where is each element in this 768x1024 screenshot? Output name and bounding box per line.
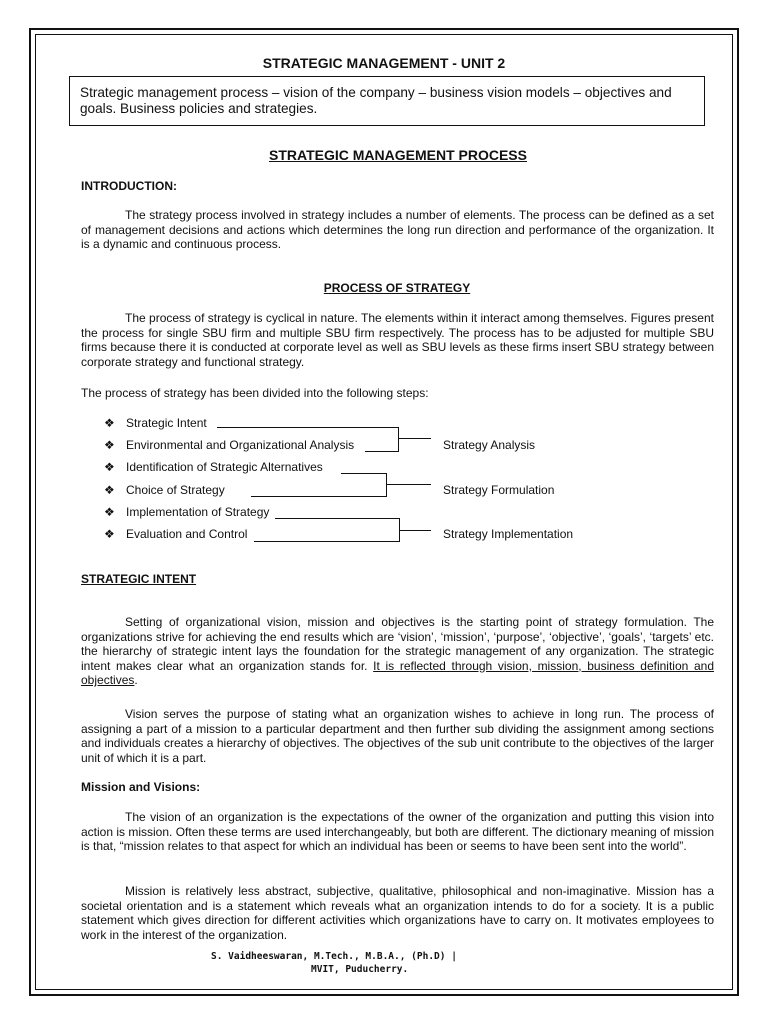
bracket-line bbox=[386, 473, 387, 497]
bracket-line bbox=[251, 496, 386, 497]
process-heading: PROCESS OF STRATEGY bbox=[323, 281, 471, 295]
bullet-icon: ❖ bbox=[104, 483, 115, 497]
step-item: Implementation of Strategy bbox=[126, 505, 270, 519]
step-item: Strategic Intent bbox=[126, 416, 207, 430]
bracket-line bbox=[217, 427, 398, 428]
introduction-heading: INTRODUCTION: bbox=[81, 179, 177, 193]
steps-intro: The process of strategy has been divided into the following steps: bbox=[81, 386, 429, 400]
process-paragraph: The process of strategy is cyclical in nature. The elements within it interact among themselves. Figures present the process for single SBU firm and multiple SBU firm respectively. The process has to be adjusted for multiple SBU firms because there it is conducted at corporate level as well as SBU levels as these firms insert SBU strategy between corporate strategy and functional strategy. bbox=[81, 311, 714, 369]
introduction-paragraph: The strategy process involved in strategy includes a number of elements. The process can be defined as a set of management decisions and actions which determines the long run direction and performance of the organization. It is a dynamic and continuous process. bbox=[81, 208, 714, 251]
bullet-icon: ❖ bbox=[104, 505, 115, 519]
step-item: Identification of Strategic Alternatives bbox=[126, 460, 323, 474]
strategic-intent-paragraph-2: Vision serves the purpose of stating what an organization wishes to achieve in long run. The process of assigning a part of a mission to a particular department and then further sub dividing the assignment among sections and individuals creates a hierarchy of objectives. The objectives of the sub unit contribute to the objectives of the larger unit of which it is a part. bbox=[81, 707, 714, 765]
bracket-line bbox=[254, 541, 399, 542]
bullet-icon: ❖ bbox=[104, 527, 115, 541]
bracket-connector bbox=[399, 438, 431, 439]
bracket-line bbox=[341, 473, 386, 474]
stage-label: Strategy Analysis bbox=[443, 438, 536, 452]
bracket-line bbox=[365, 451, 398, 452]
bracket-connector bbox=[400, 530, 431, 531]
stage-label: Strategy Implementation bbox=[443, 527, 574, 541]
mission-visions-paragraph-2: Mission is relatively less abstract, subjective, qualitative, philosophical and non-imaginative. Mission has a societal orientation and is a statement which reveals what an organization intends to do for a society. It is a public statement which gives direction for different activities which organizations have to carry on. It motivates employees to work in the interest of the organization. bbox=[81, 884, 714, 942]
bullet-icon: ❖ bbox=[104, 460, 115, 474]
footer-author: S. Vaidheeswaran, M.Tech., M.B.A., (Ph.D) | bbox=[211, 951, 457, 962]
step-item: Evaluation and Control bbox=[126, 527, 248, 541]
underlined-statement: It is reflected through vision, mission, business definition and objectives bbox=[81, 658, 714, 687]
stage-label: Strategy Formulation bbox=[443, 483, 555, 497]
footer-institution: MVIT, Puducherry. bbox=[311, 964, 409, 975]
bracket-line bbox=[275, 518, 399, 519]
section-title: STRATEGIC MANAGEMENT PROCESS bbox=[269, 147, 527, 163]
step-item: Choice of Strategy bbox=[126, 483, 225, 497]
strategic-intent-heading: STRATEGIC INTENT bbox=[81, 572, 197, 586]
syllabus-box: Strategic management process – vision of the company – business vision models – objectives and goals. Business policies and strategies. bbox=[69, 76, 705, 126]
mission-visions-heading: Mission and Visions: bbox=[81, 780, 201, 794]
mission-visions-paragraph-1: The vision of an organization is the expectations of the owner of the organization and putting this vision into action is mission. Often these terms are used interchangeably, but both are different. The dictionary meaning of mission is that, “mission relates to that aspect for which an individual has been or seems to have been sent into the world”. bbox=[81, 810, 715, 853]
bracket-line bbox=[398, 427, 399, 452]
strategic-intent-paragraph-1: Setting of organizational vision, mission and objectives is the starting point of strategy formulation. The organizations strive for achieving the end results which are ‘vision’, ‘mission’, ‘purpose’, ‘objective’, ‘goals’, ‘targets’ etc. the hierarchy of strategic intent lays the foundation for the strategic management of any organization. The strategic intent makes clear what an organization stands for. It is reflected through vision, mission, business definition and objectives. bbox=[81, 615, 714, 687]
step-item: Environmental and Organizational Analysis bbox=[126, 438, 355, 452]
bullet-icon: ❖ bbox=[104, 438, 115, 452]
bullet-icon: ❖ bbox=[104, 416, 115, 430]
bracket-connector bbox=[387, 484, 431, 485]
document-title: STRATEGIC MANAGEMENT - UNIT 2 bbox=[262, 55, 506, 71]
